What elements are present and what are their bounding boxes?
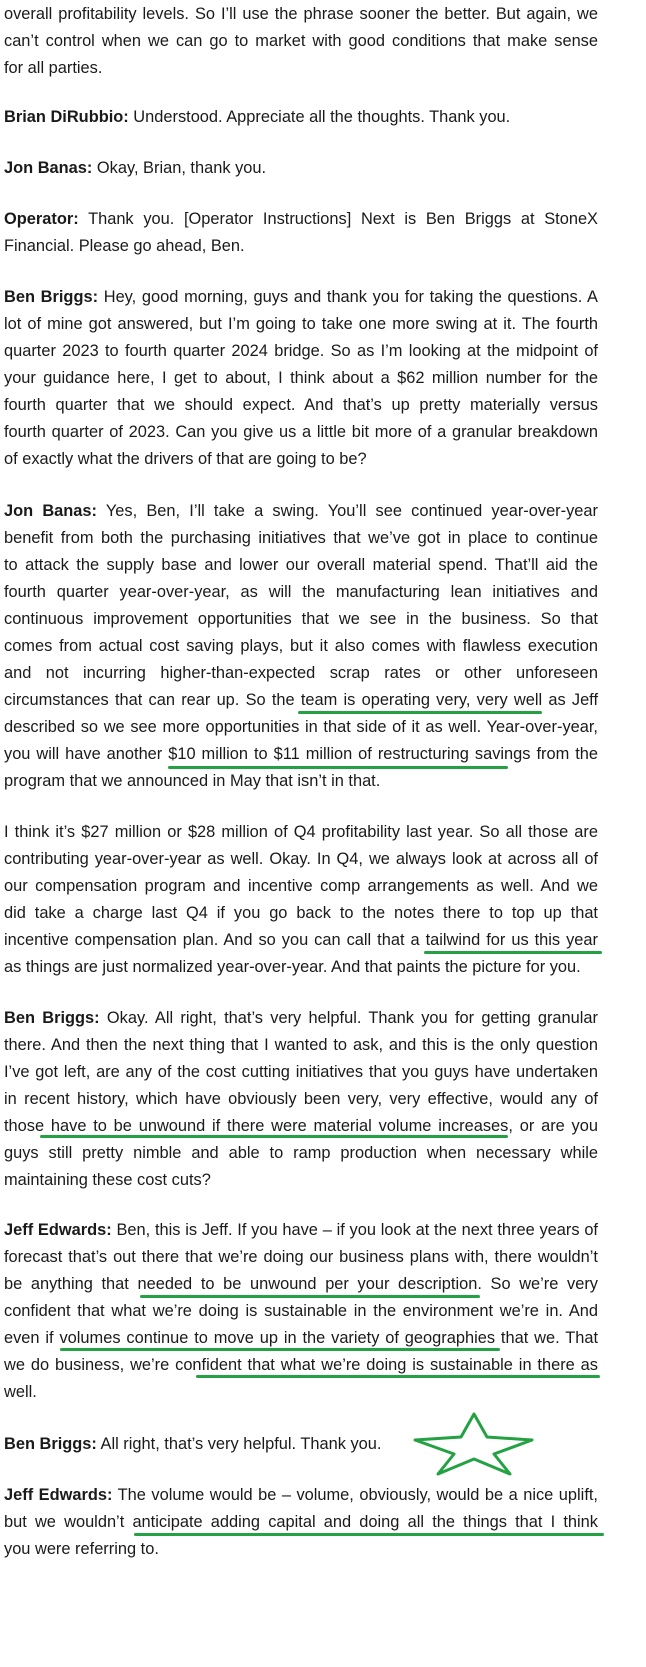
text-line: we do business, we’re confident that what we’re doing is sustainable in there as [4, 1356, 598, 1374]
text-line: as things are just normalized year-over-year. And that paints the picture for you. [4, 958, 581, 976]
highlight-underline [140, 1295, 480, 1298]
text-line: Financial. Please go ahead, Ben. [4, 237, 245, 255]
speaker-name: Ben Briggs: [4, 1435, 97, 1453]
speaker-name: Brian DiRubbio: [4, 108, 129, 126]
text-line: Ben Briggs: Okay. All right, that’s very helpful. Thank you for getting granular [4, 1009, 598, 1027]
text-line: our compensation program and incentive comp arrangements as well. And we [4, 877, 598, 895]
star-icon [412, 1412, 536, 1476]
text-line: guys still pretty nimble and able to ramp production when necessary while [4, 1144, 598, 1162]
text-line: quarter 2023 to fourth quarter 2024 bridge. So as I’m looking at the midpoint of [4, 342, 598, 360]
speaker-name: Jeff Edwards: [4, 1486, 113, 1504]
text-line: Operator: Thank you. [Operator Instructions] Next is Ben Briggs at StoneX [4, 210, 598, 228]
text-line: did take a charge last Q4 if you go back to the notes there to top up that [4, 904, 598, 922]
speaker-name: Ben Briggs: [4, 1009, 100, 1027]
highlight-underline [424, 951, 602, 954]
highlight-underline [40, 1135, 508, 1138]
text-line: fourth quarter that we should expect. And that’s up pretty materially versus [4, 396, 598, 414]
speaker-name: Ben Briggs: [4, 288, 99, 306]
text-line: for all parties. [4, 59, 103, 77]
text-line: Jon Banas: Okay, Brian, thank you. [4, 159, 267, 177]
text-line: of exactly what the drivers of that are going to be? [4, 450, 367, 468]
text-line: fourth quarter year-over-year, as will the manufacturing lean initiatives and [4, 583, 598, 601]
highlight-underline [168, 766, 508, 769]
speaker-name: Operator: [4, 210, 79, 228]
text-line: you will have another $10 million to $11 million of restructuring savings from the [4, 745, 598, 763]
text-line: well. [4, 1383, 37, 1401]
text-line: to attack the supply base and lower our overall material spend. That’ll aid the [4, 556, 598, 574]
highlight-underline [60, 1348, 500, 1351]
text-line: you were referring to. [4, 1540, 159, 1558]
text-line: confident that what we’re doing is sustainable in the environment we’re in. And [4, 1302, 598, 1320]
text-line: continuous improvement opportunities that we see in the business. So that [4, 610, 598, 628]
highlight-underline [196, 1375, 600, 1378]
text-line: forecast that’s out there that we’re doing our business plans with, there wouldn’t [4, 1248, 598, 1266]
text-line: Jeff Edwards: The volume would be – volume, obviously, would be a nice uplift, [4, 1486, 598, 1504]
text-line: circumstances that can rear up. So the team is operating very, very well as Jeff [4, 691, 598, 709]
text-line: described so we see more opportunities in that side of it as well. Year-over-year, [4, 718, 598, 736]
text-line: I’ve got left, are any of the cost cutting initiatives that you guys have undertaken [4, 1063, 598, 1081]
text-line: but we wouldn’t anticipate adding capital and doing all the things that I think [4, 1513, 598, 1531]
text-line: Jon Banas: Yes, Ben, I’ll take a swing. You’ll see continued year-over-year [4, 502, 598, 520]
text-line: those have to be unwound if there were material volume increases, or are you [4, 1117, 598, 1135]
text-line: there. And then the next thing that I wanted to ask, and this is the only question [4, 1036, 598, 1054]
text-line: lot of mine got answered, but I’m going to take one more swing at it. The fourth [4, 315, 598, 333]
text-line: maintaining these cost cuts? [4, 1171, 211, 1189]
text-line: be anything that needed to be unwound per your description. So we’re very [4, 1275, 598, 1293]
text-line: Jeff Edwards: Ben, this is Jeff. If you have – if you look at the next three years of [4, 1221, 598, 1239]
text-line: comes from actual cost saving plays, but it also comes with flawless execution [4, 637, 598, 655]
text-line: in recent history, which have obviously been very, very effective, would any of [4, 1090, 598, 1108]
text-line: your guidance here, I get to about, I think about a $62 million number for the [4, 369, 598, 387]
text-line: and not incurring higher-than-expected scrap rates or other unforeseen [4, 664, 598, 682]
text-line: contributing year-over-year as well. Okay. In Q4, we always look at across all of [4, 850, 598, 868]
text-line: I think it’s $27 million or $28 million of Q4 profitability last year. So all those are [4, 823, 598, 841]
text-line: Ben Briggs: Hey, good morning, guys and thank you for taking the questions. A [4, 288, 598, 306]
text-line: program that we announced in May that isn’t in that. [4, 772, 381, 790]
highlight-underline [298, 711, 542, 714]
text-line: Ben Briggs: All right, that’s very helpful. Thank you. [4, 1435, 382, 1453]
text-line: even if volumes continue to move up in the variety of geographies that we. That [4, 1329, 598, 1347]
speaker-name: Jon Banas: [4, 502, 97, 520]
speaker-name: Jeff Edwards: [4, 1221, 112, 1239]
speaker-name: Jon Banas: [4, 159, 93, 177]
highlight-underline [134, 1533, 604, 1536]
text-line: can’t control when we can go to market with good conditions that make sense [4, 32, 598, 50]
text-line: Brian DiRubbio: Understood. Appreciate all the thoughts. Thank you. [4, 108, 511, 126]
text-line: benefit from both the purchasing initiatives that we’ve got in place to continue [4, 529, 598, 547]
text-line: incentive compensation plan. And so you can call that a tailwind for us this year [4, 931, 598, 949]
text-line: fourth quarter of 2023. Can you give us a little bit more of a granular breakdown [4, 423, 598, 441]
text-line: overall profitability levels. So I’ll use the phrase sooner the better. But again, we [4, 5, 598, 23]
